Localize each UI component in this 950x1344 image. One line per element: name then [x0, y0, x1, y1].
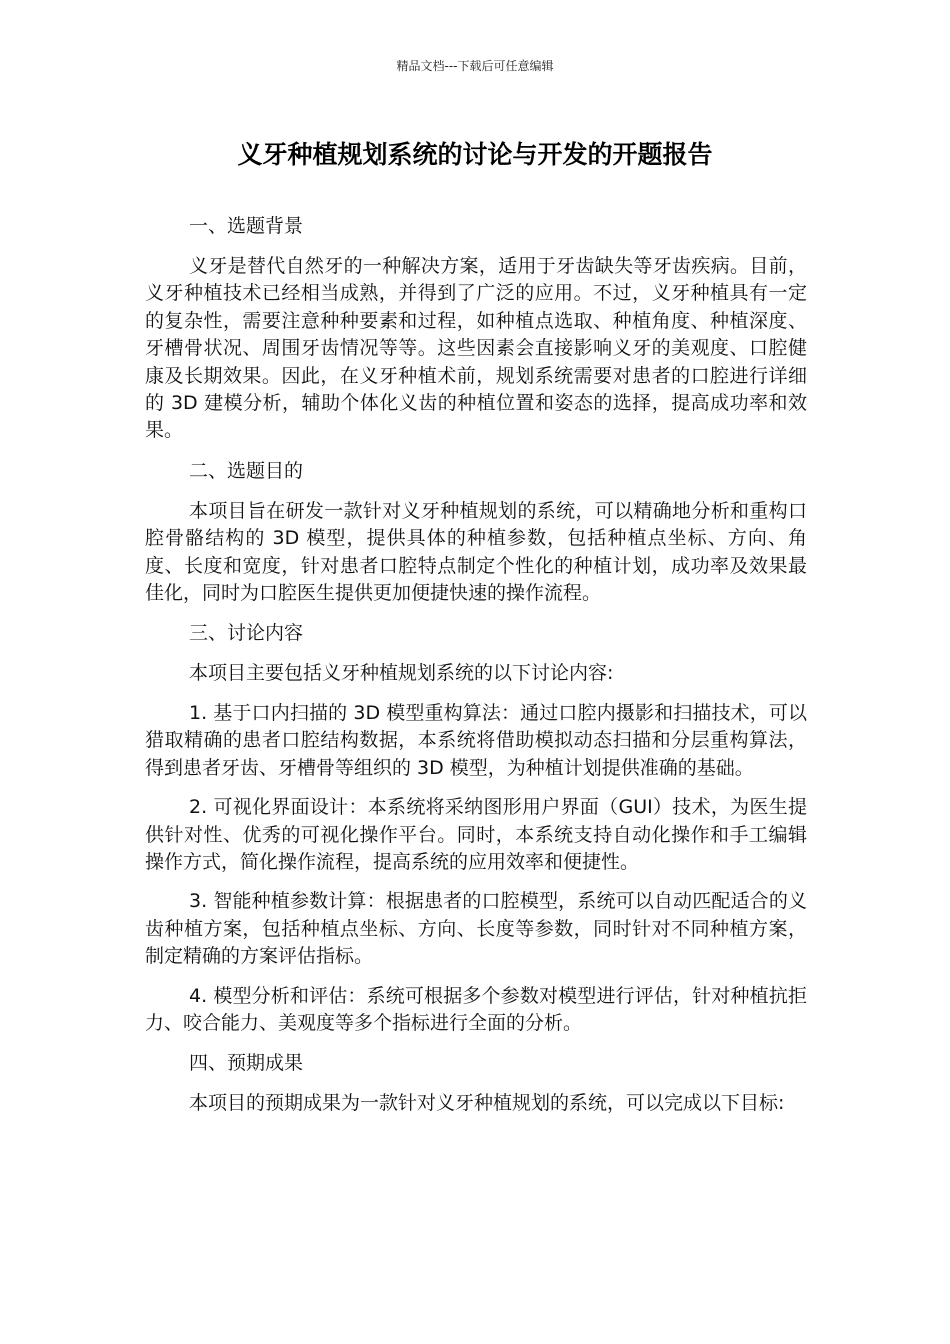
document-body — [145, 212, 807, 1130]
paragraph-content-item-4: 4. 模型分析和评估：系统可根据多个参数对模型进行评估，针对种植抗拒力、咬合能力、美观度等多个指标进行全面的分析。 — [145, 984, 807, 1034]
paragraph-purpose: 本项目旨在研发一款针对义牙种植规划的系统，可以精确地分析和重构口腔骨骼结构的 3D 模型，提供具体的种植参数，包括种植点坐标、方向、角度、长度和宽度，针对患者口腔特点制定个性化的种植计划，成功率及效果最佳化，同时为口腔医生提供更加便捷快速的操作流程。 — [145, 499, 807, 605]
paragraph-background: 义牙是替代自然牙的一种解决方案，适用于牙齿缺失等牙齿疾病。目前，义牙种植技术已经相当成熟，并得到了广泛的应用。不过，义牙种植具有一定的复杂性，需要注意种种要素和过程，如种植点选取、种植角度、种植深度、牙槽骨状况、周围牙齿情况等等。这些因素会直接影响义牙的美观度、口腔健康及长期效果。因此，在义牙种植术前，规划系统需要对患者的口腔进行详细的 3D 建模分析，辅助个体化义齿的种植位置和姿态的选择，提高成功率和效果。 — [145, 255, 807, 442]
paragraph-content-item-3: 3. 智能种植参数计算：根据患者的口腔模型，系统可以自动匹配适合的义齿种植方案，包括种植点坐标、方向、长度等参数，同时针对不同种植方案，制定精确的方案评估指标。 — [145, 890, 807, 968]
paragraph-content-intro: 本项目主要包括义牙种植规划系统的以下讨论内容: — [189, 662, 614, 685]
document-title: 义牙种植规划系统的讨论与开发的开题报告 — [237, 140, 713, 169]
section-heading-outcomes: 四、预期成果 — [189, 1052, 304, 1075]
section-heading-content: 三、讨论内容 — [189, 622, 304, 645]
section-heading-purpose: 二、选题目的 — [189, 459, 304, 482]
paragraph-content-item-2: 2. 可视化界面设计：本系统将采纳图形用户界面（GUI）技术，为医生提供针对性、优秀的可视化操作平台。同时，本系统支持自动化操作和手工编辑操作方式，简化操作流程，提高系统的应用效率和便捷性。 — [145, 796, 807, 873]
page-header: 精品文档---下载后可任意编辑 — [396, 59, 554, 73]
section-heading-background: 一、选题背景 — [189, 215, 304, 237]
paragraph-outcomes: 本项目的预期成果为一款针对义牙种植规划的系统，可以完成以下目标: — [189, 1092, 785, 1115]
paragraph-content-item-1: 1. 基于口内扫描的 3D 模型重构算法：通过口腔内摄影和扫描技术，可以猎取精确的患者口腔结构数据，本系统将借助模拟动态扫描和分层重构算法，得到患者牙齿、牙槽骨等组织的 3D 模型，为种植计划提供准确的基础。 — [145, 701, 807, 779]
